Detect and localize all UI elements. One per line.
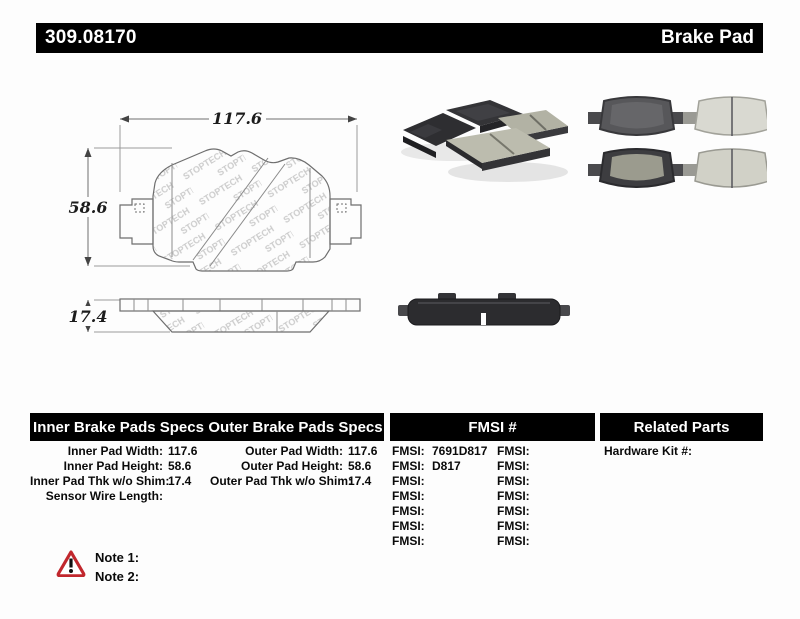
table-row: FMSI: bbox=[497, 489, 530, 503]
width-dim-label: 117.6 bbox=[211, 109, 263, 128]
photo-pad-edge-view bbox=[398, 285, 570, 337]
photo-pads-angled bbox=[398, 88, 568, 198]
thickness-dim-label: 17.4 bbox=[68, 307, 108, 326]
table-row: FMSI: bbox=[392, 504, 425, 518]
pad-plan-view bbox=[120, 149, 361, 271]
table-row: FMSI: bbox=[497, 504, 530, 518]
table-row: Outer Pad Height: 58.6 bbox=[240, 459, 372, 473]
outer-specs-table bbox=[210, 444, 395, 489]
inner-specs-table bbox=[30, 444, 215, 504]
table-row: FMSI: D817 bbox=[392, 459, 461, 473]
outer-specs-title: Outer Brake Pads Specs bbox=[208, 418, 383, 436]
note-1: Note 1: bbox=[95, 550, 140, 565]
pad-back-plate-bottom bbox=[588, 149, 684, 187]
table-row: FMSI: bbox=[497, 534, 530, 548]
fmsi-right-column bbox=[497, 444, 602, 549]
table-row: Inner Pad Height: 58.6 bbox=[63, 459, 192, 473]
pad-friction-top bbox=[683, 97, 767, 136]
related-parts-title: Related Parts bbox=[633, 418, 730, 436]
hardware-kit-label: Hardware Kit #: bbox=[604, 444, 693, 458]
table-row: FMSI: bbox=[392, 489, 425, 503]
table-row: FMSI: bbox=[497, 474, 530, 488]
table-row: FMSI: bbox=[392, 519, 425, 533]
table-row: Inner Pad Width: 117.6 bbox=[67, 444, 198, 458]
table-row: Inner Pad Thk w/o Shim: 17.4 bbox=[30, 474, 192, 488]
title-bar bbox=[36, 23, 763, 53]
photo-pads-front-back bbox=[582, 88, 767, 198]
table-row: Outer Pad Thk w/o Shim: 17.4 bbox=[210, 474, 372, 488]
product-type: Brake Pad bbox=[661, 27, 754, 48]
fmsi-header-bar bbox=[390, 413, 595, 441]
height-dimension bbox=[64, 148, 112, 266]
specs-header-bar bbox=[30, 413, 384, 441]
table-row: Sensor Wire Length: bbox=[45, 489, 163, 503]
pad-side-view bbox=[120, 299, 360, 332]
table-row: FMSI: 7691D817 bbox=[392, 444, 488, 458]
pad-friction-bottom bbox=[683, 149, 767, 188]
fmsi-title: FMSI # bbox=[468, 418, 517, 436]
note-2: Note 2: bbox=[95, 569, 140, 584]
pad-back-plate-top bbox=[588, 97, 684, 135]
related-parts-header-bar bbox=[600, 413, 763, 441]
part-number: 309.08170 bbox=[45, 27, 137, 48]
table-row: Outer Pad Width: 117.6 bbox=[245, 444, 378, 458]
table-row: FMSI: bbox=[497, 459, 530, 473]
technical-drawing bbox=[55, 95, 375, 340]
arrow-right-icon bbox=[348, 116, 357, 123]
table-row: FMSI: bbox=[392, 474, 425, 488]
fmsi-left-column bbox=[392, 444, 497, 549]
table-row: FMSI: bbox=[497, 444, 530, 458]
thickness-dimension bbox=[62, 300, 114, 332]
arrow-up-icon bbox=[85, 148, 92, 157]
inner-specs-title: Inner Brake Pads Specs bbox=[33, 418, 204, 436]
related-parts-table bbox=[604, 444, 692, 459]
arrow-left-icon bbox=[120, 116, 129, 123]
table-row: FMSI: bbox=[392, 534, 425, 548]
arrow-down-icon bbox=[85, 257, 92, 266]
table-row: FMSI: bbox=[497, 519, 530, 533]
width-dimension bbox=[120, 107, 357, 128]
warning-triangle-icon bbox=[56, 549, 86, 577]
height-dim-label: 58.6 bbox=[68, 198, 108, 217]
